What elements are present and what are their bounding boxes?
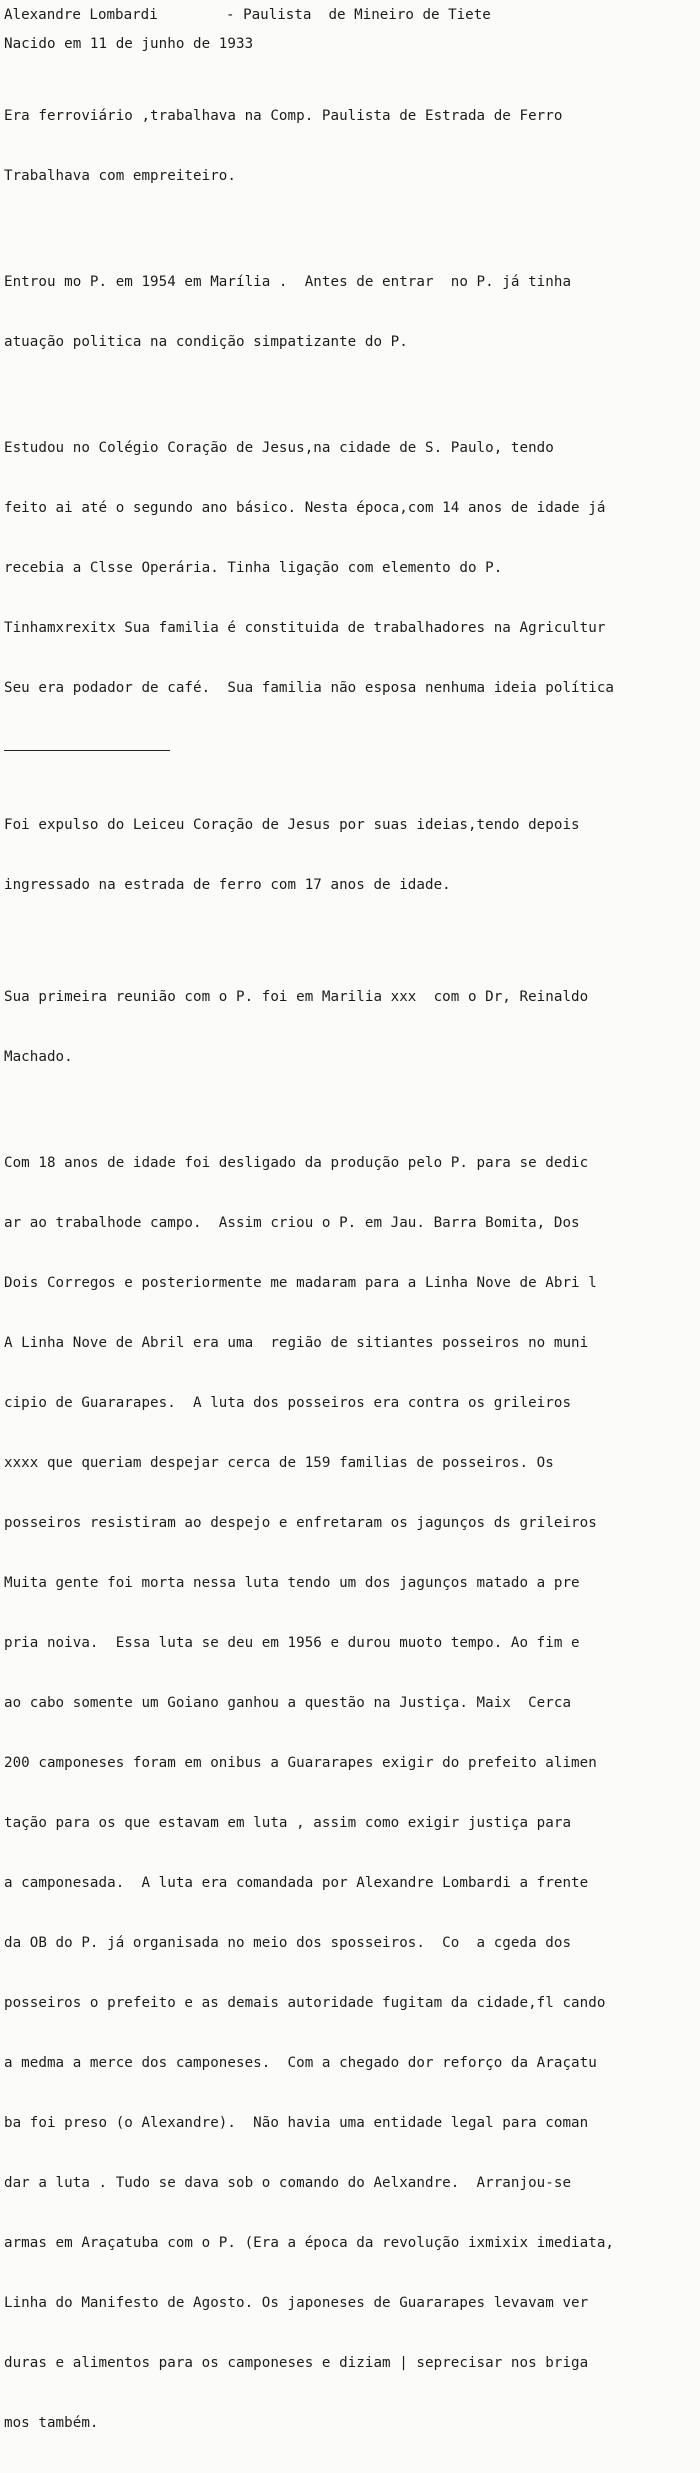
paragraph-expulsion bbox=[4, 775, 696, 935]
section-divider bbox=[4, 750, 170, 751]
text-line: Tinhamxrexitx Sua familia é constituida de trabalhadores na Agricultur bbox=[4, 620, 606, 636]
text-line: Linha do Manifesto de Agosto. Os japoneses de Guararapes levavam ver bbox=[4, 2295, 589, 2311]
paragraph-land-struggle bbox=[4, 1113, 696, 2473]
text-line: Muita gente foi morta nessa luta tendo um dos jagunços matado a pre bbox=[4, 1575, 580, 1591]
paragraph-occupation bbox=[4, 66, 696, 226]
text-line: ar ao trabalhode campo. Assim criou o P. em Jau. Barra Bomita, Dos bbox=[4, 1215, 580, 1231]
text-line: Foi expulso do Leiceu Coração de Jesus por suas ideias,tendo depois bbox=[4, 817, 580, 833]
text-line: dar a luta . Tudo se dava sob o comando do Aelxandre. Arranjou-se bbox=[4, 2175, 572, 2191]
text-line: atuação politica na condição simpatizante do P. bbox=[4, 334, 408, 350]
paragraph-party-entry bbox=[4, 232, 696, 392]
text-line: Machado. bbox=[4, 1049, 73, 1065]
text-line: A Linha Nove de Abril era uma região de sitiantes posseiros no muni bbox=[4, 1335, 589, 1351]
text-line: Trabalhava com empreiteiro. bbox=[4, 168, 236, 184]
text-line: recebia a Clsse Operária. Tinha ligação com elemento do P. bbox=[4, 560, 503, 576]
text-line: ao cabo somente um Goiano ganhou a questão na Justiça. Maix Cerca bbox=[4, 1695, 572, 1711]
text-line: 200 camponeses foram em onibus a Guararapes exigir do prefeito alimen bbox=[4, 1755, 597, 1771]
text-line: a camponesada. A luta era comandada por Alexandre Lombardi a frente bbox=[4, 1875, 589, 1891]
text-line: Estudou no Colégio Coração de Jesus,na cidade de S. Paulo, tendo bbox=[4, 440, 554, 456]
text-line: Sua primeira reunião com o P. foi em Marilia xxx com o Dr, Reinaldo bbox=[4, 989, 589, 1005]
text-line: cipio de Guararapes. A luta dos posseiros era contra os grileiros bbox=[4, 1395, 572, 1411]
text-line: xxxx que queriam despejar cerca de 159 familias de posseiros. Os bbox=[4, 1455, 554, 1471]
text-line: mos também. bbox=[4, 2415, 99, 2431]
text-line: duras e alimentos para os camponeses e diziam | seprecisar nos briga bbox=[4, 2355, 589, 2371]
text-line: da OB do P. já organisada no meio dos sposseiros. Co a cgeda dos bbox=[4, 1935, 572, 1951]
text-line: tação para os que estavam em luta , assim como exigir justiça para bbox=[4, 1815, 572, 1831]
text-line: pria noiva. Essa luta se deu em 1956 e durou muoto tempo. Ao fim e bbox=[4, 1635, 580, 1651]
text-line: Era ferroviário ,trabalhava na Comp. Paulista de Estrada de Ferro bbox=[4, 108, 563, 124]
text-line: Seu era podador de café. Sua familia não esposa nenhuma ideia política bbox=[4, 680, 615, 696]
birth-line: Nacido em 11 de junho de 1933 bbox=[4, 36, 254, 52]
text-line: Entrou mo P. em 1954 em Marília . Antes de entrar no P. já tinha bbox=[4, 274, 572, 290]
header-subtitle: - Paulista de Mineiro de Tiete bbox=[226, 7, 491, 23]
text-line: a medma a merce dos camponeses. Com a chegado dor reforço da Araçatu bbox=[4, 2055, 597, 2071]
person-name: Alexandre Lombardi bbox=[4, 7, 158, 23]
text-line: posseiros o prefeito e as demais autoridade fugitam da cidade,fl cando bbox=[4, 1995, 606, 2011]
paragraph-education bbox=[4, 398, 696, 738]
paragraph-first-meeting bbox=[4, 947, 696, 1107]
document-header bbox=[4, 2, 696, 28]
text-line: posseiros resistiram ao despejo e enfretaram os jagunços ds grileiros bbox=[4, 1515, 597, 1531]
text-line: ba foi preso (o Alexandre). Não havia uma entidade legal para coman bbox=[4, 2115, 589, 2131]
text-line: ingressado na estrada de ferro com 17 anos de idade. bbox=[4, 877, 451, 893]
text-line: Dois Corregos e posteriormente me madaram para a Linha Nove de Abri l bbox=[4, 1275, 597, 1291]
text-line: armas em Araçatuba com o P. (Era a época da revolução ixmixix imediata, bbox=[4, 2235, 615, 2251]
text-line: Com 18 anos de idade foi desligado da produção pelo P. para se dedic bbox=[4, 1155, 589, 1171]
text-line: feito ai até o segundo ano básico. Nesta época,com 14 anos de idade já bbox=[4, 500, 606, 516]
